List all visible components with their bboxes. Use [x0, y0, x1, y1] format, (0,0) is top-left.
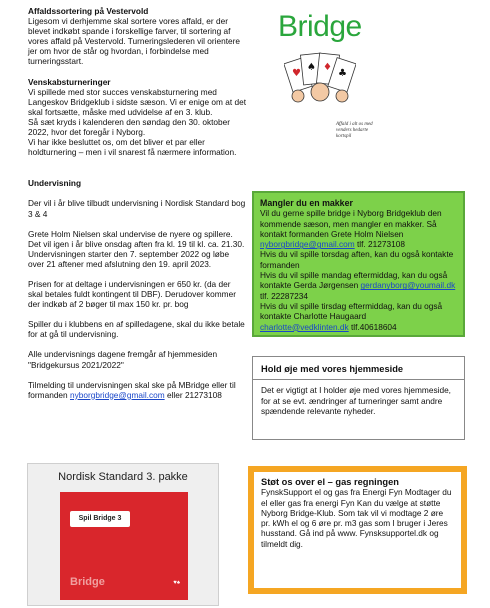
partner-wanted-text-1 — [260, 208, 457, 249]
gerda-phone: tlf. 22287234 — [260, 290, 308, 301]
bridge-logo — [258, 6, 382, 138]
teaching-signup-text: Tilmelding til undervisningen skal ske på MBridge eller til formanden — [28, 379, 236, 400]
support-title: Støt os over el – gas regningen — [261, 477, 399, 487]
teaching-signup-para — [28, 380, 246, 400]
friendship-tournaments-text-3: Vi har ikke besluttet os, om det bliver et par eller holdturnering – men i vil snarest få nærmere information. — [28, 137, 237, 158]
package-heart-icon: ♥♠ — [173, 580, 180, 586]
svg-text:♥: ♥ — [292, 68, 301, 79]
teaching-dates-para: Alle undervisnings dagene fremgår af hjemmesiden "Bridgekursus 2021/2022" — [28, 349, 218, 370]
teaching-para-2: Grete Holm Nielsen skal undervise de nyere og spillere. Det vil igen i år blive onsdag aften fra kl. 19 til kl. ca. 21.30. — [28, 228, 245, 249]
friendship-tournaments-text-2: Så sæt kryds i kalenderen den søndag den 30. oktober 2022, hvor det foregår i Nyborg. — [28, 116, 231, 138]
partner-wanted-title: Mangler du en makker — [260, 198, 353, 208]
waste-sorting-text: Ligesom vi derhjemme skal sortere vores affald, er der blevet indkøbt spande i forskellige farver, til sortering af vores affald på Vestervold. Turneringslederen vil orientere jer om hvor de står og hvordan, i forbindelse med turneringsstart. — [28, 16, 240, 67]
partner-text-3: Hvis du vil spille mandag eftermiddag, kan du også kontakte Gerda Jørgensen — [260, 270, 448, 291]
package-brand: Bridge — [70, 576, 105, 588]
svg-text:♦: ♦ — [323, 62, 332, 73]
charlotte-phone: tlf.40618604 — [348, 321, 397, 332]
partner-wanted-box — [252, 191, 465, 337]
svg-text:♠: ♠ — [307, 62, 316, 73]
support-text: FynskSupport el og gas fra Energi Fyn Modtager du el eller gas fra energi Fyn Kan du vælge at støtte Nyborg Bridge-Klub. Som tak vil vi modtage 2 øre pr. kWh el og 6 øre pr. m3 gas som I bruger i Jeres husstand. Gå ind på www. Fynsksupportel.dk og tilmeldt dig. — [261, 487, 452, 549]
chairman-phone-2: tlf. 21273108 — [354, 239, 405, 250]
teaching-para-1: Der vil i år blive tilbudt undervisning i Nordisk Standard bog 3 & 4 — [28, 198, 246, 219]
left-column — [28, 6, 246, 400]
package-box — [60, 492, 188, 600]
package-label: Spil Bridge 3 — [70, 511, 130, 527]
chairman-email-link-2[interactable]: nyborgbridge@gmail.com — [260, 239, 355, 250]
nordisk-standard-package-image — [27, 463, 219, 606]
website-box — [252, 356, 465, 440]
friendship-tournaments-title: Venskabsturneringer — [28, 76, 111, 87]
support-box — [248, 466, 467, 594]
svg-text:♣: ♣ — [338, 68, 347, 79]
chairman-phone: eller 21273108 — [164, 389, 222, 400]
partner-wanted-text-4 — [260, 301, 457, 332]
teaching-title: Undervisning — [28, 178, 82, 189]
website-divider — [253, 379, 464, 380]
partner-text-4: Hvis du vil spille tirsdag eftermiddag, kan du også kontakte Charlotte Haugaard — [260, 300, 443, 322]
website-text: Det er vigtigt at I holder øje med vores hjemmeside, for at se evt. ændringer af turneringer samt andre spændende relevante nyheder. — [261, 385, 451, 416]
bridge-logo-word: Bridge — [278, 10, 362, 43]
friendship-tournaments-text-1: Vi spillede med stor succes venskabsturnering med Langeskov Bridgeklub i sidste sæson. Vi er enige om at det skal fortsætte, måske med udvidelse af en 3. klub. — [28, 86, 246, 117]
support-box-inner — [254, 472, 461, 588]
chairman-email-link[interactable]: nyborgbridge@gmail.com — [69, 389, 165, 400]
playing-cards-icon — [284, 46, 356, 116]
package-title: Nordisk Standard 3. pakke — [58, 471, 188, 483]
teaching-para-3: Undervisningen starter den 7. september 2022 og løbe over 21 aftener med afslutning den 19. april 2023. — [28, 248, 230, 269]
partner-wanted-text-3 — [260, 270, 457, 301]
gerda-email-link[interactable]: gerdanyborg@youmail.dk — [360, 280, 456, 291]
charlotte-email-link[interactable]: charlotte@vedklinten.dk — [260, 321, 349, 332]
partner-text-1: Vil du gerne spille bridge i Nyborg Bridgeklub den kommende sæson, men mangler en makker. Så kontakt formanden Grete Holm Nielsen — [260, 208, 442, 239]
teaching-free-para: Spiller du i klubbens en af spilledagene, skal du ikke betale for at gå til undervisning. — [28, 319, 245, 340]
bridge-logo-caption: Affald i alt os med venders hedarte kortspil — [336, 122, 373, 139]
partner-wanted-text-2: Hvis du vil spille torsdag aften, kan du også kontakte formanden — [260, 249, 454, 270]
website-title: Hold øje med vores hjemmeside — [261, 364, 404, 374]
teaching-price-para: Prisen for at deltage i undervisningen er 650 kr. (da der skal betales fuldt kontingent til DBF). Derudover kommer der indkøb af 2 bøger til max 150 kr. pr. bog — [28, 278, 236, 310]
waste-sorting-title: Affaldssortering på Vestervold — [28, 6, 149, 16]
